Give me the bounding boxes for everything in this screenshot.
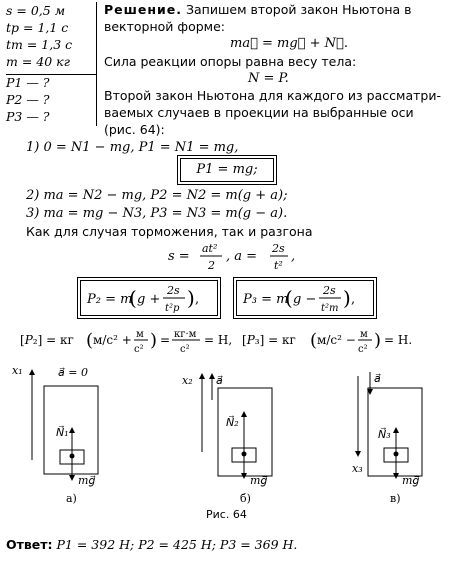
svg-text:2s: 2s (323, 284, 336, 297)
units-line (20, 326, 440, 359)
vector-equation: ma⃗ = mg⃗ + N⃗. (230, 36, 348, 51)
svg-text:): ) (187, 286, 195, 310)
svg-text:): ) (374, 330, 382, 351)
svg-text:g +: g + (137, 292, 161, 307)
elevator-b (218, 388, 272, 476)
np-equation: N = P. (248, 71, 289, 86)
svg-text:P₃ = m: P₃ = m (243, 292, 289, 307)
support-text: Сила реакции опоры равна весу тела: (104, 54, 357, 69)
boxed-p2 (80, 280, 218, 316)
solution-heading: Решение. (104, 2, 183, 17)
svg-text:N⃗₁: N⃗₁ (56, 426, 69, 439)
svg-text:,: , (351, 292, 356, 307)
svg-text:t²: t² (274, 259, 283, 272)
svg-text:с²: с² (134, 344, 144, 355)
svg-text:at²: at² (202, 242, 218, 255)
svg-text:2: 2 (208, 259, 215, 272)
answer-line (6, 537, 297, 552)
svg-text:x₁: x₁ (12, 364, 23, 377)
answer-label: Ответ: (6, 537, 53, 552)
given-line: s = 0,5 м (6, 3, 66, 18)
svg-text:2s: 2s (167, 284, 180, 297)
svg-text:с²: с² (358, 344, 368, 355)
svg-text:a⃗: a⃗ (374, 372, 381, 385)
elevator-a (44, 386, 98, 474)
svg-text:(: ( (285, 286, 293, 310)
svg-text:s =: s = (168, 249, 190, 264)
elevator-c (368, 388, 422, 476)
unknown-line: P1 — ? (6, 75, 50, 90)
answer-text: P1 = 392 Н; P2 = 425 Н; P3 = 369 Н. (56, 537, 298, 552)
svg-text:2s: 2s (272, 242, 285, 255)
svg-text:(: ( (129, 286, 137, 310)
unknown-line: P3 — ? (6, 109, 50, 124)
intro-text: Запишем второй закон Ньютона в (186, 2, 412, 17)
svg-text:mg⃗: mg⃗ (402, 474, 420, 487)
projection-text: (рис. 64): (104, 122, 165, 137)
svg-text:с²: с² (180, 344, 190, 355)
s-equation (168, 240, 308, 276)
svg-text:[P₃] = кг: [P₃] = кг (242, 333, 296, 347)
svg-text:м: м (136, 329, 144, 340)
boxed-p2-svg (81, 281, 217, 315)
unknown-line: P2 — ? (6, 92, 50, 107)
svg-text:, a =: , a = (226, 249, 258, 264)
svg-text:): ) (343, 286, 351, 310)
case-3-equation: 3) ma = mg − N3, P3 = N3 = m(g − a). (26, 206, 288, 221)
svg-text:м/с² −: м/с² − (317, 333, 356, 347)
svg-text:x₂: x₂ (182, 374, 193, 387)
given-block (6, 2, 96, 125)
svg-text:,: , (291, 249, 296, 264)
a-zero-label: a⃗ = 0 (58, 366, 88, 379)
projection-text: Второй закон Ньютона для каждого из рассматри- (104, 88, 441, 103)
svg-text:кг·м: кг·м (174, 329, 197, 340)
svg-text:[P₂] = кг: [P₂] = кг (20, 333, 74, 347)
svg-text:,: , (195, 292, 200, 307)
boxed-p3-svg (237, 281, 373, 315)
svg-text:=: = (160, 333, 171, 347)
given-line: tт = 1,3 с (6, 37, 73, 52)
given-divider (96, 2, 97, 126)
units-svg (20, 326, 440, 356)
projection-text: ваемых случаев в проекции на выбранные оси (104, 105, 414, 120)
braking-text: Как для случая торможения, так и разгона (26, 224, 313, 239)
given-line: tр = 1,1 с (6, 20, 69, 35)
boxed-p3 (236, 280, 374, 316)
svg-text:N⃗₂: N⃗₂ (226, 416, 239, 429)
svg-text:t²т: t²т (321, 303, 339, 314)
svg-text:(: ( (86, 330, 94, 351)
svg-text:mg⃗: mg⃗ (78, 474, 96, 487)
svg-text:x₃: x₃ (352, 462, 363, 475)
svg-text:в): в) (390, 492, 401, 505)
svg-text:t²р: t²р (165, 303, 180, 314)
svg-text:(: ( (310, 330, 318, 351)
svg-text:м: м (360, 329, 368, 340)
intro-line (104, 2, 412, 17)
svg-text:P₂ = m: P₂ = m (87, 292, 133, 307)
case-2-equation: 2) ma = N2 − mg, P2 = N2 = m(g + a); (26, 188, 288, 203)
boxed-p1: P1 = mg; (180, 158, 274, 182)
svg-text:): ) (150, 330, 158, 351)
svg-text:м/с² +: м/с² + (93, 333, 132, 347)
svg-text:= Н,: = Н, (204, 333, 233, 347)
svg-text:a⃗: a⃗ (216, 374, 223, 387)
figure-caption: Рис. 64 (206, 508, 247, 521)
svg-text:= Н.: = Н. (384, 333, 413, 347)
svg-text:а): а) (66, 492, 77, 505)
svg-text:N⃗₃: N⃗₃ (378, 428, 391, 441)
intro-line-2: векторной форме: (104, 19, 225, 34)
s-equation-svg (168, 240, 308, 272)
svg-text:б): б) (240, 492, 251, 505)
given-underline (6, 74, 96, 75)
given-line: m = 40 кг (6, 54, 70, 69)
svg-text:g −: g − (293, 292, 317, 307)
figure-64 (0, 360, 450, 530)
svg-text:mg⃗: mg⃗ (250, 474, 268, 487)
case-1-equation: 1) 0 = N1 − mg, P1 = N1 = mg, (26, 140, 239, 155)
